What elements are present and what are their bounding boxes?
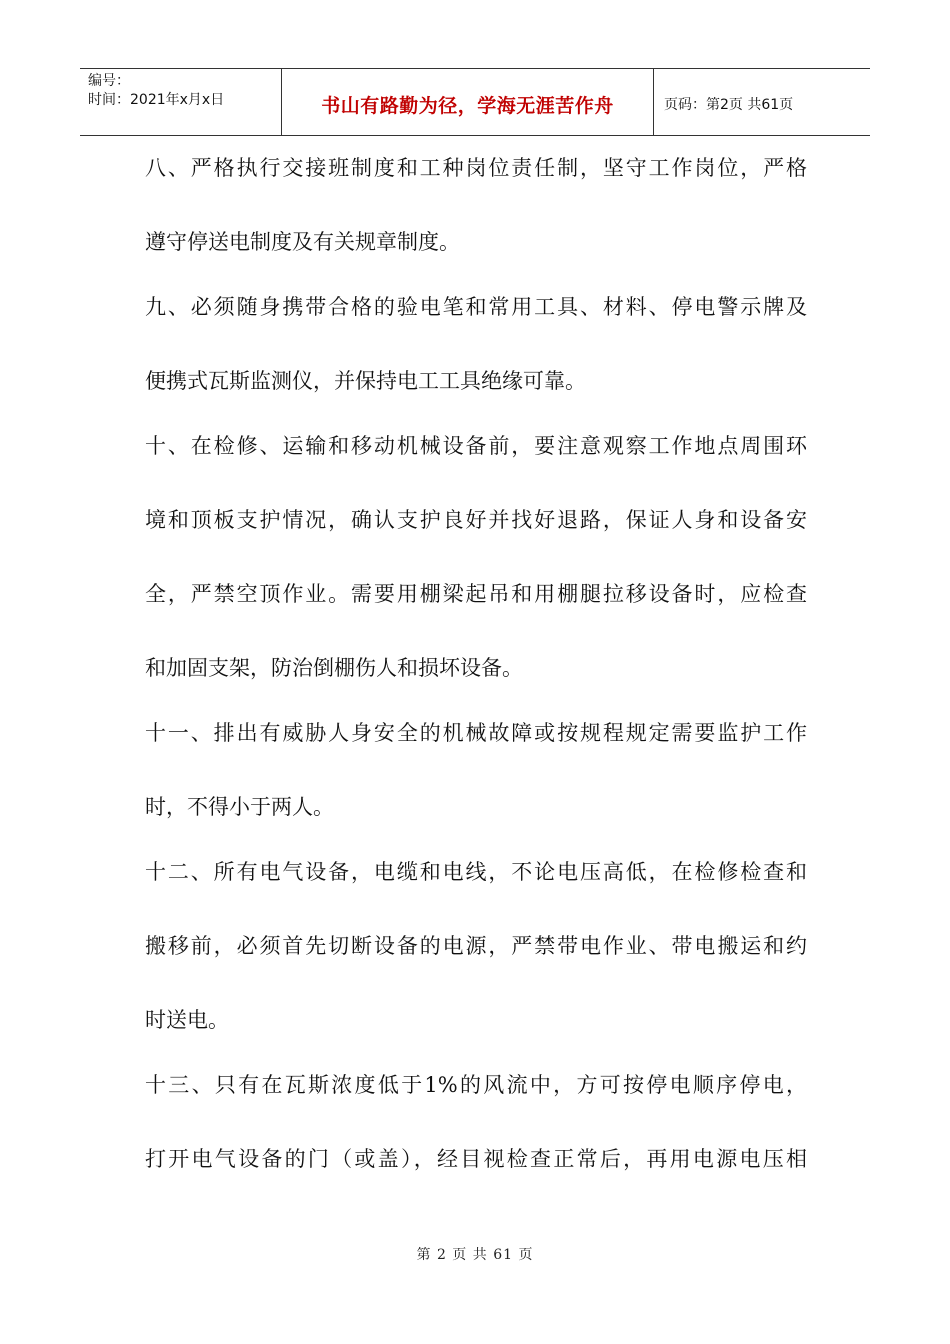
document-number-label: 编号： [88,73,130,89]
text-line: 八、严格执行交接班制度和工种岗位责任制，坚守工作岗位，严格 [145,156,807,180]
text-line: 便携式瓦斯监测仪，并保持电工工具绝缘可靠。 [145,369,586,393]
text-line: 遵守停送电制度及有关规章制度。 [145,230,460,254]
text-line: 时，不得小于两人。 [145,795,334,819]
header-motto: 书山有路勤为径，学海无涯苦作舟 [321,94,614,117]
text-line: 境和顶板支护情况，确认支护良好并找好退路，保证人身和设备安 [145,508,807,532]
text-line: 十三、只有在瓦斯浓度低于1%的风流中，方可按停电顺序停电， [145,1073,807,1097]
document-body [145,150,807,1178]
footer-page-number: 第 2 页 共 61 页 [416,1247,534,1263]
header-page-info: 页码：第2页 共61页 [664,97,794,113]
text-line: 九、必须随身携带合格的验电笔和常用工具、材料、停电警示牌及 [145,295,807,319]
text-line: 十二、所有电气设备，电缆和电线，不论电压高低，在检修检查和 [145,860,807,884]
text-line: 搬移前，必须首先切断设备的电源，严禁带电作业、带电搬运和约 [145,934,807,958]
paragraph [145,289,807,400]
page-footer [0,1244,950,1264]
text-line: 全，严禁空顶作业。需要用棚梁起吊和用棚腿拉移设备时，应检查 [145,582,807,606]
text-line: 时送电。 [145,1008,229,1032]
header-page-cell [654,69,870,135]
page-header [80,68,870,136]
header-meta-cell [80,69,282,135]
text-line: 十、在检修、运输和移动机械设备前，要注意观察工作地点周围环 [145,434,807,458]
paragraph [145,715,807,826]
text-line: 和加固支架，防治倒棚伤人和损坏设备。 [145,656,523,680]
header-motto-cell [282,69,654,135]
paragraph [145,854,807,1039]
text-line: 打开电气设备的门（或盖），经目视检查正常后，再用电源电压相 [145,1147,807,1171]
document-time-label: 时间：2021年x月x日 [88,92,225,108]
text-line: 十一、排出有威胁人身安全的机械故障或按规程规定需要监护工作 [145,721,807,745]
paragraph [145,150,807,261]
paragraph [145,1067,807,1178]
paragraph [145,428,807,687]
